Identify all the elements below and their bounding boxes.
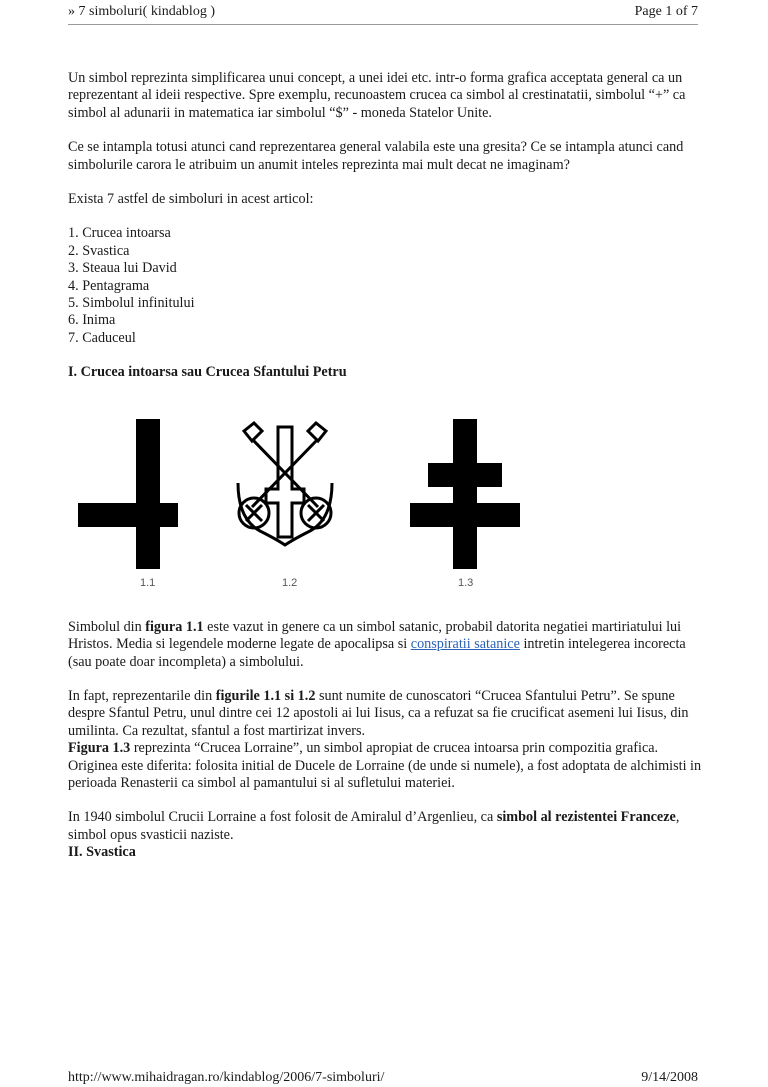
lorraine-cross-figure: [410, 419, 520, 569]
intro-paragraph-3: Exista 7 astfel de simboluri in acest articol:: [68, 191, 314, 208]
figures-row: [68, 382, 708, 619]
footer-url: http://www.mihaidragan.ro/kindablog/2006/7-simboluri/: [68, 1070, 385, 1085]
section-1-paragraph-3: In 1940 simbolul Crucii Lorraine a fost folosit de Amiralul d’Argenlieu, ca simbol al rezistentei Franceze, simbol opus svasticii naziste.: [68, 809, 680, 843]
header-title: » 7 simboluri( kindablog ): [68, 4, 215, 19]
list-item: 3. Steaua lui David: [68, 260, 177, 277]
figure-caption: 1.1: [140, 576, 156, 589]
figure-caption: 1.2: [282, 576, 298, 589]
intro-paragraph-2: Ce se intampla totusi atunci cand reprezentarea general valabila este una gresita? Ce se intampla atunci cand simbolurile carora le atribuim un anumit inteles reprezinta mai mult decat ne imaginam?: [68, 139, 684, 173]
list-item: 2. Svastica: [68, 242, 130, 259]
symbols-list: [68, 225, 708, 347]
list-item: 1. Crucea intoarsa: [68, 225, 171, 242]
inverted-cross-figure: [68, 419, 188, 569]
footer-date: 9/14/2008: [641, 1070, 698, 1085]
section-2-title: II. Svastica: [68, 844, 136, 861]
page-header: [68, 2, 698, 25]
article-body: [68, 70, 708, 862]
section-1-paragraph-2: In fapt, reprezentarile din figurile 1.1 si 1.2 sunt numite de cunoscatori “Crucea Sfantului Petru”. Se spune despre Sfantul Petru, unul dintre cei 12 apostoli ai lui Iisus, ca a refuzat sa fie crucificat asemeni lui Iisus, din umilinta. Ca rezultat, sfantul a fost martirizat invers. Figura 1.3 reprezinta “Crucea Lorraine”, un simbol apropiat de crucea intoarsa prin compozitia grafica. Originea este diferita: folosita initial de Ducele de Lorraine (de unde si numele), a fost adoptata de alchimisti in perioada Renasterii ca simbol al pamantului si al sufletului materiei.: [68, 687, 702, 791]
section-1-paragraph-1: Simbolul din figura 1.1 este vazut in genere ca un simbol satanic, probabil datorita negatiei martiriatului lui Hristos. Media si legendele moderne legate de apocalipsa si conspiratii satanice intretin intelegerea incorecta (sau poate doar incompleta) a simbolului.: [68, 618, 686, 670]
page-number: Page 1 of 7: [634, 4, 698, 19]
section-1-title: I. Crucea intoarsa sau Crucea Sfantului Petru: [68, 364, 347, 381]
list-item: 7. Caduceul: [68, 329, 136, 346]
conspiratii-satanice-link[interactable]: conspiratii satanice: [410, 636, 520, 653]
list-item: 4. Pentagrama: [68, 277, 150, 294]
intro-paragraph-1: Un simbol reprezinta simplificarea unui concept, a unei idei etc. intr-o forma grafica acceptata general ca un reprezentant al ideii respective. Spre exemplu, recunoastem crucea ca simbol al crestinatatii, simbolul “+” ca simbol al adunarii in matematica iar simbolul “$” - moneda Statelor Unite.: [68, 70, 686, 121]
crossed-keys-figure: [230, 419, 340, 554]
list-item: 6. Inima: [68, 312, 116, 329]
list-item: 5. Simbolul infinitului: [68, 295, 195, 312]
figure-caption: 1.3: [458, 576, 474, 589]
